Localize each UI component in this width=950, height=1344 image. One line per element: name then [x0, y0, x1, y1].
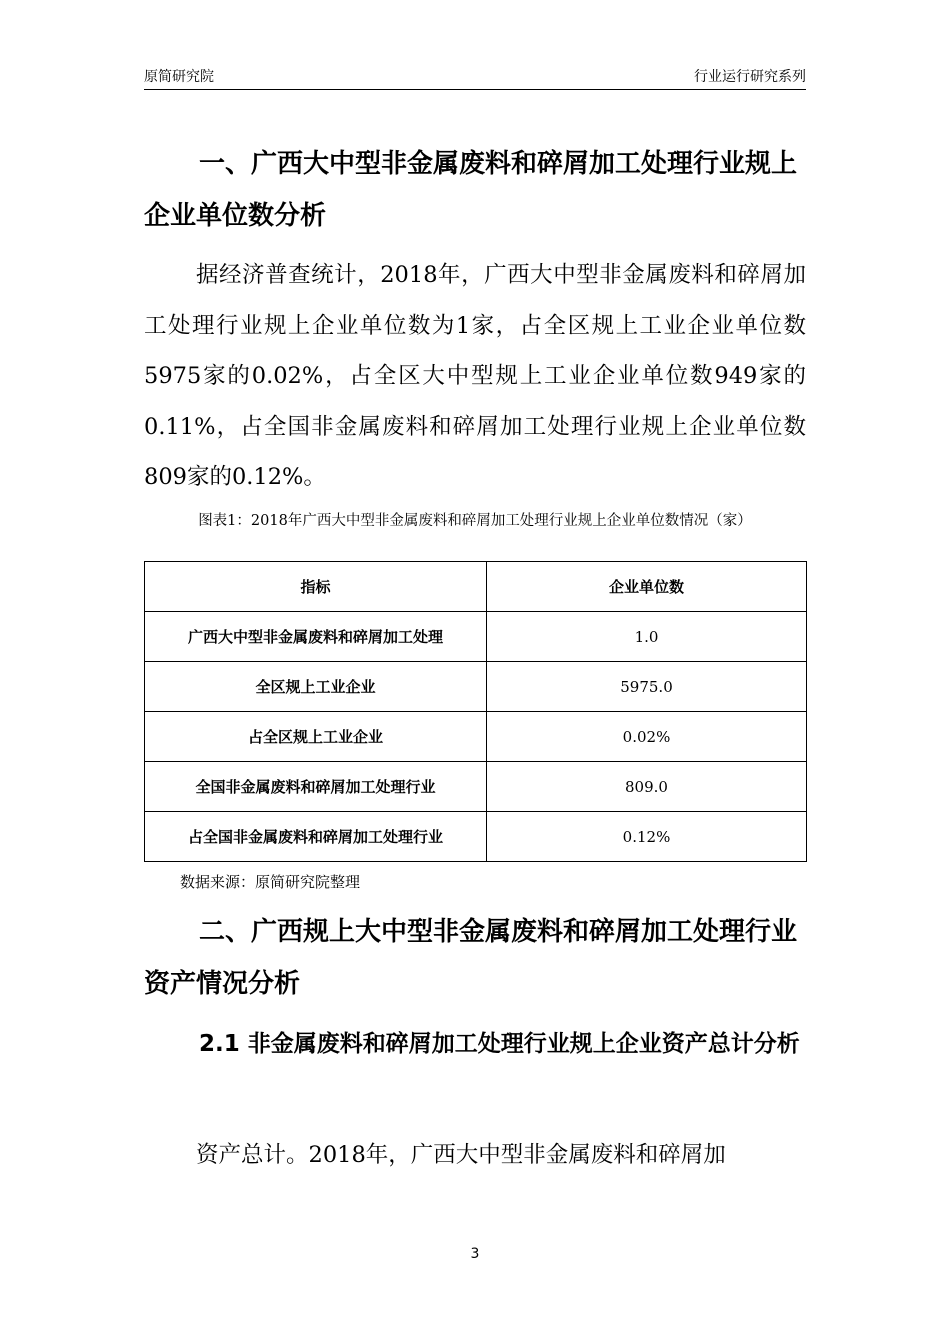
header-org-name: 原简研究院: [144, 69, 214, 85]
row-value: 809.0: [487, 762, 807, 812]
section2-paragraph: 资产总计。2018年，广西大中型非金属废料和碎屑加: [196, 1142, 726, 1168]
row-value: 0.12%: [487, 812, 807, 862]
table-header-row: [145, 562, 807, 612]
table-row: [145, 712, 807, 762]
table-caption: 图表1：2018年广西大中型非金属废料和碎屑加工处理行业规上企业单位数情况（家）: [198, 513, 752, 529]
row-label: 占全国非金属废料和碎屑加工处理行业: [145, 812, 487, 862]
row-value: 1.0: [487, 612, 807, 662]
row-label: 全国非金属废料和碎屑加工处理行业: [145, 762, 487, 812]
row-value: 5975.0: [487, 662, 807, 712]
table-row: [145, 762, 807, 812]
section1-paragraph: 据经济普查统计，2018年，广西大中型非金属废料和碎屑加工处理行业规上企业单位数为1家，占全区规上工业企业单位数5975家的0.02%，占全区大中型规上工业企业单位数949家的0.11%，占全国非金属废料和碎屑加工处理行业规上企业单位数809家的0.12%。: [144, 262, 806, 490]
row-label: 全区规上工业企业: [145, 662, 487, 712]
column-header-count: 企业单位数: [487, 562, 807, 612]
section1-heading: 一、广西大中型非金属废料和碎屑加工处理行业规上企业单位数分析: [144, 149, 798, 231]
table-row: [145, 812, 807, 862]
row-value: 0.02%: [487, 712, 807, 762]
data-table: [144, 561, 807, 862]
row-label: 广西大中型非金属废料和碎屑加工处理: [145, 612, 487, 662]
header-series-name: 行业运行研究系列: [694, 69, 806, 85]
row-label: 占全区规上工业企业: [145, 712, 487, 762]
section2-1-subheading: 2.1 非金属废料和碎屑加工处理行业规上企业资产总计分析: [199, 1031, 800, 1057]
header-divider: [144, 89, 806, 90]
table-source-note: 数据来源：原简研究院整理: [180, 873, 361, 891]
column-header-indicator: 指标: [145, 562, 487, 612]
page-number: 3: [470, 1246, 480, 1262]
table-row: [145, 612, 807, 662]
table-row: [145, 662, 807, 712]
section2-heading: 二、广西规上大中型非金属废料和碎屑加工处理行业资产情况分析: [144, 917, 798, 999]
